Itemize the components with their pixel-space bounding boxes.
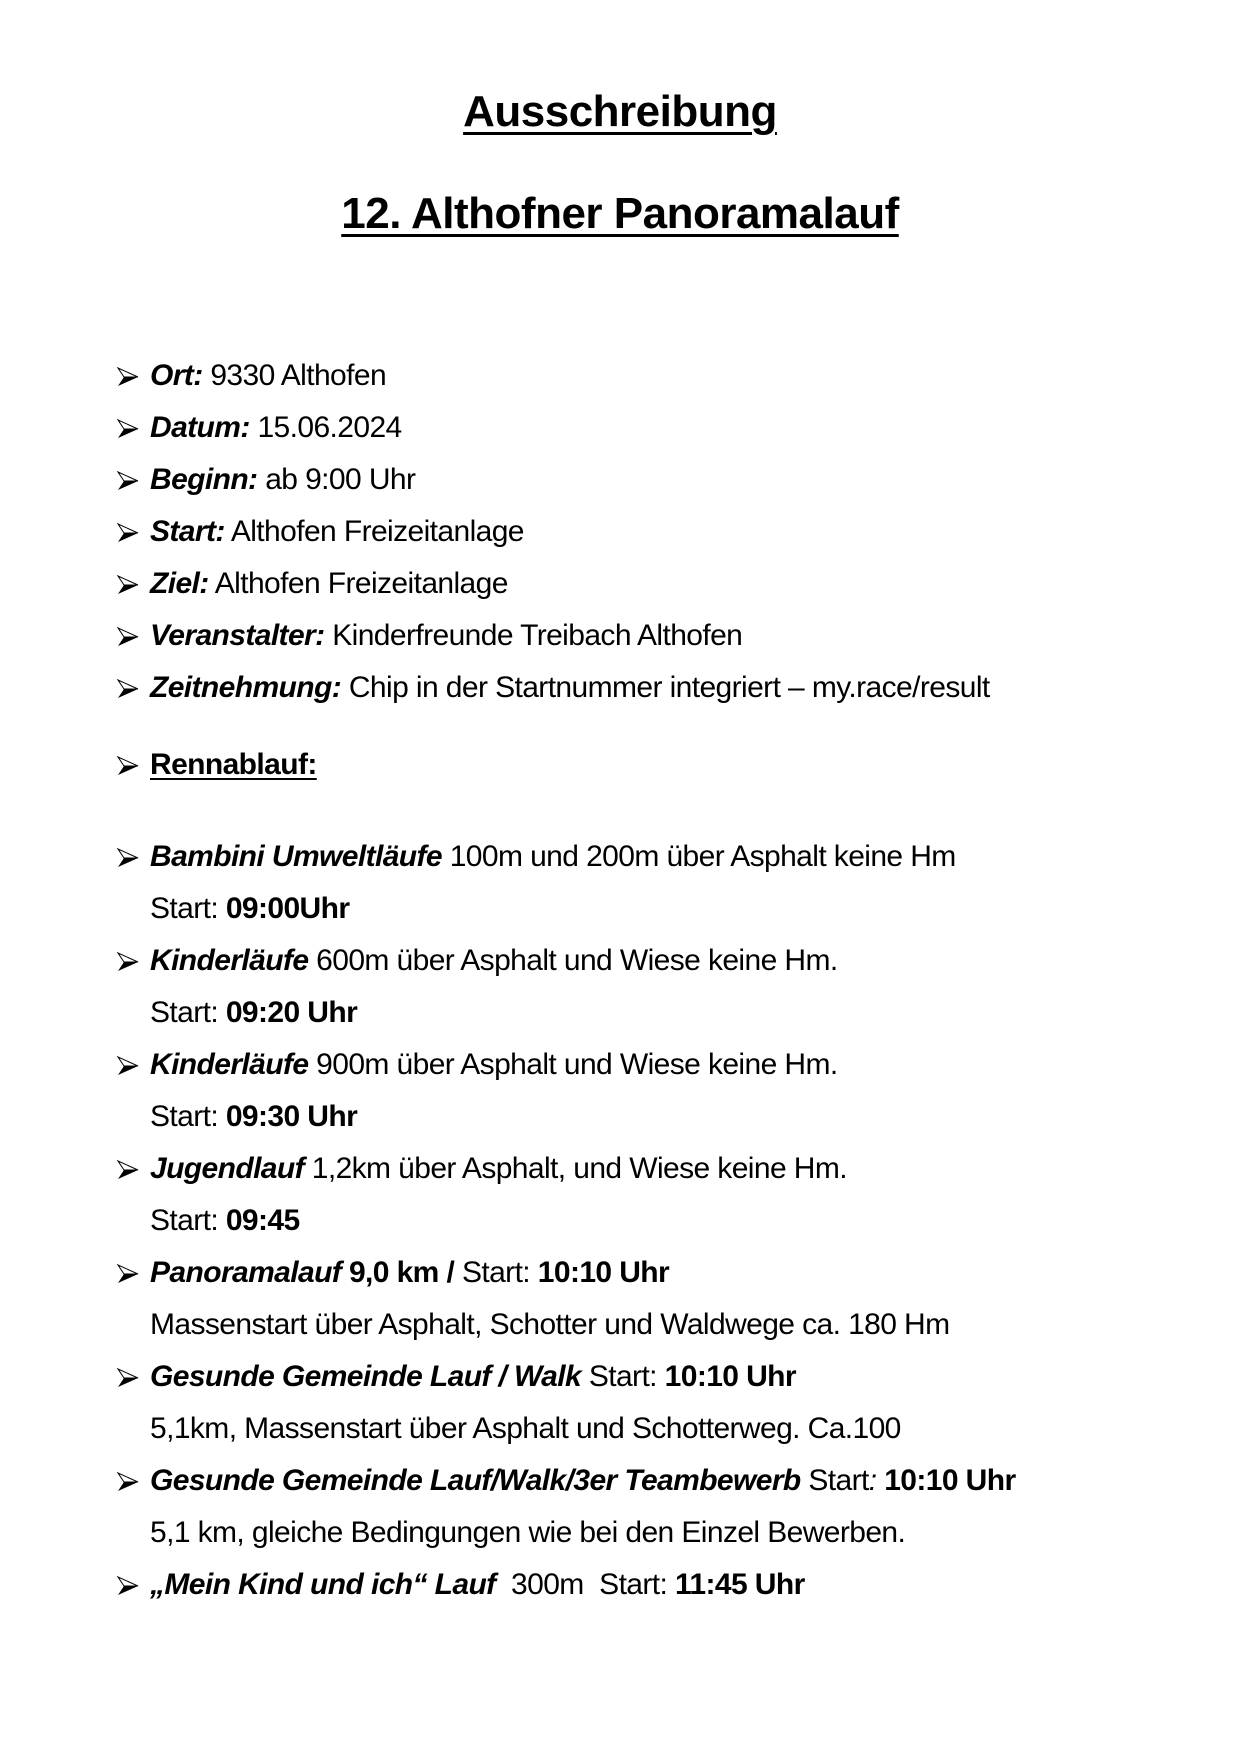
- start-time: 11:45 Uhr: [675, 1568, 805, 1601]
- arrowhead-bullet-icon: [116, 469, 150, 493]
- race-description-line: 5,1 km, gleiche Bedingungen wie bei den Einzel Bewerben.: [150, 1516, 906, 1549]
- info-label: Zeitnehmung:: [150, 671, 342, 704]
- arrowhead-bullet-icon: [116, 573, 150, 597]
- arrowhead-bullet-icon: [116, 846, 150, 870]
- start-label: Start:: [150, 1204, 226, 1237]
- arrowhead-bullet-icon: [116, 625, 150, 649]
- race-item-teambewerb: [116, 1461, 1016, 1501]
- race-description: 900m über Asphalt und Wiese keine Hm.: [308, 1048, 838, 1081]
- start-label: Start:: [454, 1256, 538, 1289]
- race-item-gesunde-gemeinde-lauf-walk: [116, 1357, 796, 1397]
- arrowhead-bullet-icon: [116, 677, 150, 701]
- race-description: 100m und 200m über Asphalt keine Hm: [441, 840, 956, 873]
- section-rennablauf: [116, 745, 317, 785]
- start-label: Start:: [150, 996, 226, 1029]
- start-time: 10:10 Uhr: [537, 1256, 670, 1289]
- arrowhead-bullet-icon: [116, 1262, 150, 1286]
- race-start-line: [150, 1201, 300, 1241]
- info-value: Althofen Freizeitanlage: [224, 515, 524, 548]
- start-time: 10:10 Uhr: [884, 1464, 1016, 1497]
- start-label: Start:: [150, 1100, 226, 1133]
- start-label: Start:: [150, 892, 226, 925]
- info-label: Datum:: [150, 411, 250, 444]
- race-name: Panoramalauf: [150, 1256, 342, 1289]
- arrowhead-bullet-icon: [116, 1574, 150, 1598]
- section-heading: Rennablauf:: [150, 748, 317, 781]
- race-description: 600m über Asphalt und Wiese keine Hm.: [308, 944, 838, 977]
- info-label: Veranstalter:: [150, 619, 325, 652]
- info-value: Chip in der Startnummer integriert – my.race/result: [341, 671, 990, 704]
- start-time: 10:10 Uhr: [664, 1360, 796, 1393]
- info-label: Ziel:: [150, 567, 209, 600]
- race-name: Gesunde Gemeinde Lauf/Walk/3er Teambewerb: [150, 1464, 801, 1497]
- arrowhead-bullet-icon: [116, 1470, 150, 1494]
- race-description-line: Massenstart über Asphalt, Schotter und Waldwege ca. 180 Hm: [150, 1308, 950, 1341]
- info-label: Start:: [150, 515, 225, 548]
- race-name: „Mein Kind und ich“ Lauf: [150, 1568, 496, 1601]
- race-start-line: [150, 993, 357, 1033]
- event-title: 12. Althofner Panoramalauf: [341, 189, 899, 238]
- arrowhead-bullet-icon: [116, 950, 150, 974]
- start-time: 09:20 Uhr: [225, 996, 358, 1029]
- info-label: Ort:: [150, 359, 203, 392]
- info-value: 15.06.2024: [249, 411, 402, 444]
- race-start-line: [150, 889, 349, 929]
- info-item-zeitnehmung: [116, 668, 990, 708]
- race-item-panoramalauf: [116, 1253, 669, 1293]
- info-item-ziel: [116, 564, 508, 604]
- race-item-jugendlauf: [116, 1149, 847, 1189]
- race-name: Bambini Umweltläufe: [150, 840, 442, 873]
- race-item-kinderlaeufe-600: [116, 941, 838, 981]
- race-description: 300m Start:: [495, 1568, 675, 1601]
- document-title: Ausschreibung: [463, 87, 777, 136]
- race-item-kinderlaeufe-900: [116, 1045, 838, 1085]
- info-item-ort: [116, 356, 386, 396]
- info-item-veranstalter: [116, 616, 742, 656]
- arrowhead-bullet-icon: [116, 1366, 150, 1390]
- info-label: Beginn:: [150, 463, 258, 496]
- start-label: Start: [800, 1464, 869, 1497]
- info-value: Kinderfreunde Treibach Althofen: [324, 619, 743, 652]
- arrowhead-bullet-icon: [116, 365, 150, 389]
- race-item-mein-kind-und-ich: [116, 1565, 805, 1605]
- info-value: ab 9:00 Uhr: [257, 463, 416, 496]
- start-time: 09:45: [225, 1204, 300, 1237]
- arrowhead-bullet-icon: [116, 754, 150, 778]
- start-colon: :: [868, 1464, 885, 1497]
- race-start-line: [150, 1097, 357, 1137]
- race-name: Kinderläufe: [150, 944, 309, 977]
- race-description: 1,2km über Asphalt, und Wiese keine Hm.: [304, 1152, 847, 1185]
- race-name: Jugendlauf: [150, 1152, 305, 1185]
- start-label: Start:: [581, 1360, 665, 1393]
- race-description-line: 5,1km, Massenstart über Asphalt und Schotterweg. Ca.100: [150, 1412, 901, 1445]
- race-item-bambini: [116, 837, 956, 877]
- race-distance: 9,0 km /: [341, 1256, 455, 1289]
- info-item-datum: [116, 408, 402, 448]
- arrowhead-bullet-icon: [116, 417, 150, 441]
- info-value: 9330 Althofen: [202, 359, 387, 392]
- race-name: Kinderläufe: [150, 1048, 309, 1081]
- info-value: Althofen Freizeitanlage: [208, 567, 508, 600]
- arrowhead-bullet-icon: [116, 1158, 150, 1182]
- info-item-start: [116, 512, 524, 552]
- start-time: 09:30 Uhr: [225, 1100, 358, 1133]
- arrowhead-bullet-icon: [116, 1054, 150, 1078]
- race-name: Gesunde Gemeinde Lauf / Walk: [150, 1360, 582, 1393]
- start-time: 09:00Uhr: [225, 892, 350, 925]
- arrowhead-bullet-icon: [116, 521, 150, 545]
- info-item-beginn: [116, 460, 415, 500]
